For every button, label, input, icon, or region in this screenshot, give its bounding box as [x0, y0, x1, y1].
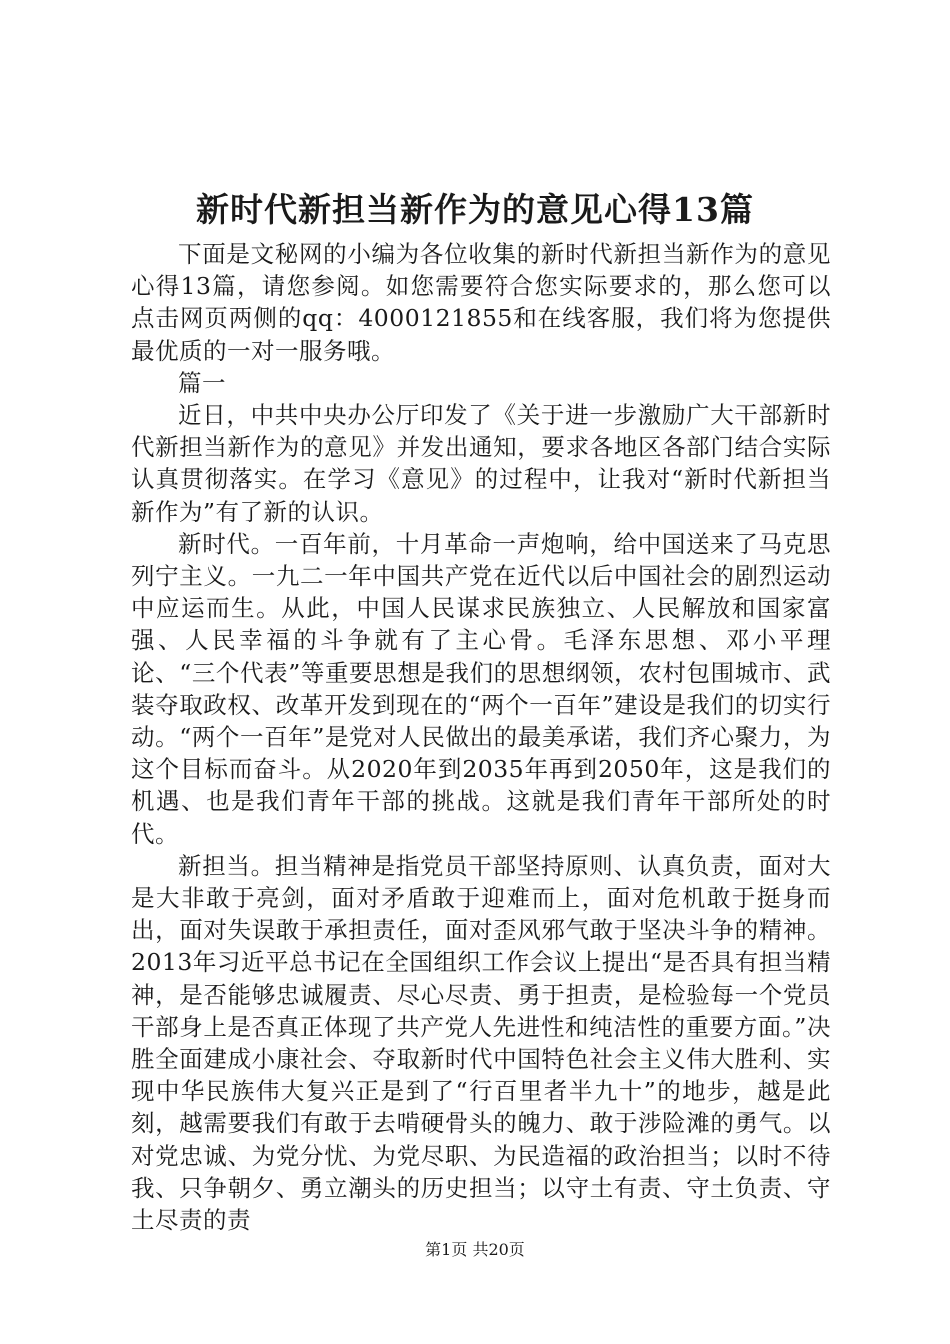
- document-body: [131, 238, 831, 1236]
- body-paragraph: 新担当。担当精神是指党员干部坚持原则、认真负责，面对大是大非敢于亮剑，面对矛盾敢于迎难而上，面对危机敢于挺身而出，面对失误敢于承担责任，面对歪风邪气敢于坚决斗争的精神。2013年习近平总书记在全国组织工作会议上提出“是否具有担当精神，是否能够忠诚履责、尽心尽责、勇于担责，是检验每一个党员干部身上是否真正体现了共产党人先进性和纯洁性的重要方面。”决胜全面建成小康社会、夺取新时代中国特色社会主义伟大胜利、实现中华民族伟大复兴正是到了“行百里者半九十”的地步，越是此刻，越需要我们有敢于去啃硬骨头的魄力、敢于涉险滩的勇气。以对党忠诚、为党分忧、为党尽职、为民造福的政治担当；以时不待我、只争朝夕、勇立潮头的历史担当；以守土有责、守土负责、守土尽责的责: [131, 851, 831, 1235]
- body-paragraph: 近日，中共中央办公厅印发了《关于进一步激励广大干部新时代新担当新作为的意见》并发出通知，要求各地区各部门结合实际认真贯彻落实。在学习《意见》的过程中，让我对“新时代新担当新作为”有了新的认识。: [131, 401, 831, 526]
- document-title: 新时代新担当新作为的意见心得13篇: [196, 190, 754, 229]
- section-heading: 篇一: [178, 368, 226, 397]
- body-paragraph: 新时代。一百年前，十月革命一声炮响，给中国送来了马克思列宁主义。一九二一年中国共产党在近代以后中国社会的剧烈运动中应运而生。从此，中国人民谋求民族独立、人民解放和国家富强、人民幸福的斗争就有了主心骨。毛泽东思想、邓小平理论、“三个代表”等重要思想是我们的思想纲领，农村包围城市、武装夺取政权、改革开发到现在的“两个一百年”建设是我们的切实行动。“两个一百年”是党对人民做出的最美承诺，我们齐心聚力，为这个目标而奋斗。从2020年到2035年再到2050年，这是我们的机遇、也是我们青年干部的挑战。这就是我们青年干部所处的时代。: [131, 529, 831, 848]
- page-number-indicator: 第1页 共20页: [425, 1240, 525, 1259]
- page-footer: [0, 1240, 950, 1260]
- intro-paragraph: 下面是文秘网的小编为各位收集的新时代新担当新作为的意见心得13篇，请您参阅。如您需要符合您实际要求的，那么您可以点击网页两侧的qq：4000121855和在线客服，我们将为您提供最优质的一对一服务哦。: [131, 240, 831, 365]
